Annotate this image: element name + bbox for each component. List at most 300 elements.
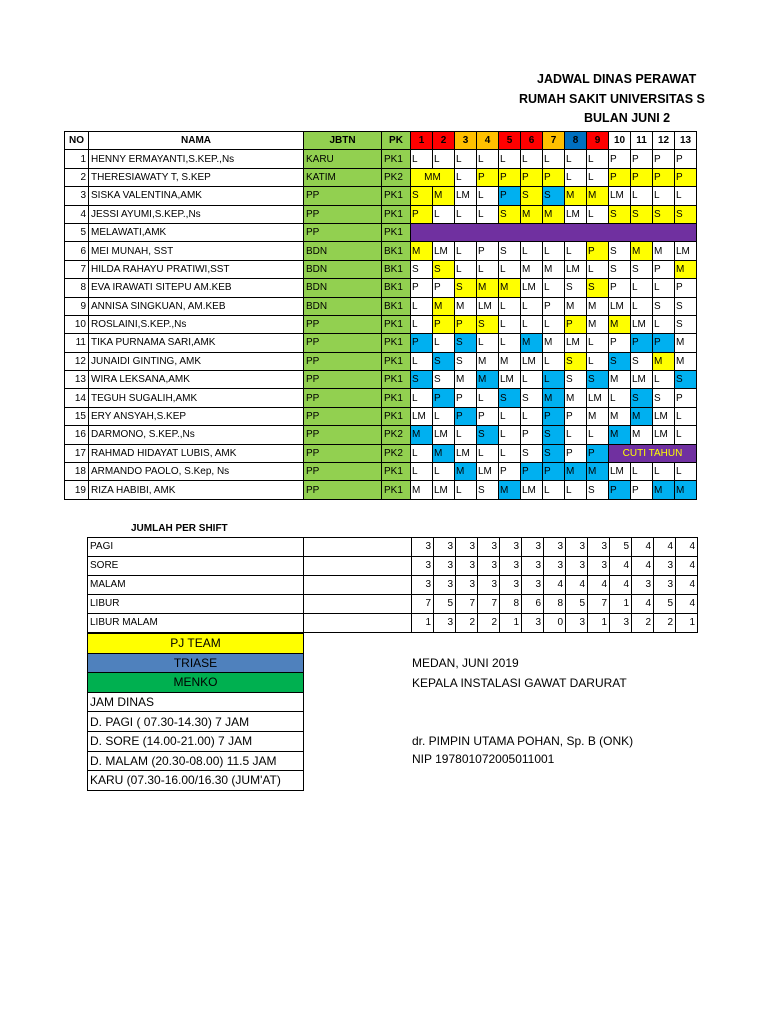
shift-cell: P xyxy=(499,463,521,481)
shift-cell: LM xyxy=(521,279,543,297)
shift-cell: L xyxy=(631,463,653,481)
shift-malam: D. MALAM (20.30-08.00) 11.5 JAM xyxy=(88,751,304,771)
summary-count: 4 xyxy=(676,576,698,595)
shift-cell: L xyxy=(499,315,521,333)
row-number: 4 xyxy=(65,205,89,223)
staff-level: BK1 xyxy=(382,242,411,260)
shift-cell: LM xyxy=(675,242,697,260)
staff-position: BDN xyxy=(304,297,382,315)
summary-count: 4 xyxy=(676,557,698,576)
shift-cell: L xyxy=(543,150,565,168)
shift-cell: P xyxy=(609,279,631,297)
row-number: 7 xyxy=(65,260,89,278)
signature-name: dr. PIMPIN UTAMA POHAN, Sp. B (ONK) xyxy=(412,734,634,748)
legend-menko: MENKO xyxy=(88,673,304,693)
staff-position: KATIM xyxy=(304,168,382,186)
staff-name: RIZA HABIBI, AMK xyxy=(89,481,304,499)
summary-row xyxy=(88,614,698,633)
shift-cell: P xyxy=(653,168,675,186)
shift-cell: L xyxy=(565,426,587,444)
shift-cell: P xyxy=(477,242,499,260)
shift-cell: LM xyxy=(565,205,587,223)
row-number: 15 xyxy=(65,407,89,425)
shift-cell: S xyxy=(565,279,587,297)
shift-cell: M xyxy=(499,481,521,499)
summary-title: JUMLAH PER SHIFT xyxy=(131,523,228,534)
header-day: 3 xyxy=(455,132,477,150)
shift-cell: M xyxy=(675,352,697,370)
row-number: 16 xyxy=(65,426,89,444)
shift-cell: S xyxy=(411,260,433,278)
shift-cell: M xyxy=(609,315,631,333)
staff-position: PP xyxy=(304,444,382,462)
header-day: 10 xyxy=(609,132,631,150)
staff-level: BK1 xyxy=(382,279,411,297)
summary-count: 3 xyxy=(412,538,434,557)
table-row xyxy=(65,463,697,481)
shift-cell: M xyxy=(653,352,675,370)
shift-cell: S xyxy=(653,205,675,223)
staff-position: BDN xyxy=(304,260,382,278)
shift-cell: S xyxy=(631,205,653,223)
shift-cell: P xyxy=(411,205,433,223)
summary-count: 3 xyxy=(588,557,610,576)
legend-triase: TRIASE xyxy=(88,653,304,673)
shift-cell: L xyxy=(675,426,697,444)
staff-position: PP xyxy=(304,371,382,389)
staff-name: JESSI AYUMI,S.KEP.,Ns xyxy=(89,205,304,223)
header-day: 2 xyxy=(433,132,455,150)
shift-cell: LM xyxy=(521,352,543,370)
summary-label: MALAM xyxy=(88,576,304,595)
shift-cell: P xyxy=(433,389,455,407)
summary-count: 3 xyxy=(522,557,544,576)
shift-cell: MM xyxy=(411,168,455,186)
shift-cell: L xyxy=(675,187,697,205)
shift-cell: S xyxy=(565,371,587,389)
shift-cell: P xyxy=(499,187,521,205)
shift-cell: L xyxy=(653,279,675,297)
summary-count: 8 xyxy=(544,595,566,614)
staff-position: BDN xyxy=(304,242,382,260)
shift-cell: P xyxy=(565,444,587,462)
shift-cell: L xyxy=(653,187,675,205)
shift-cell: M xyxy=(543,205,565,223)
staff-name: HILDA RAHAYU PRATIWI,SST xyxy=(89,260,304,278)
shift-cell: L xyxy=(521,242,543,260)
shift-cell: M xyxy=(455,371,477,389)
shift-cell: L xyxy=(543,279,565,297)
summary-count: 4 xyxy=(588,576,610,595)
header-nama: NAMA xyxy=(89,132,304,150)
shift-cell: L xyxy=(455,426,477,444)
shift-cell: P xyxy=(609,150,631,168)
summary-count: 4 xyxy=(632,538,654,557)
summary-count: 3 xyxy=(456,576,478,595)
shift-cell: L xyxy=(565,168,587,186)
shift-cell: LM xyxy=(631,371,653,389)
shift-cell: L xyxy=(455,150,477,168)
summary-blank xyxy=(304,595,412,614)
staff-name: ANNISA SINGKUAN, AM.KEB xyxy=(89,297,304,315)
shift-cell: LM xyxy=(433,426,455,444)
shift-cell: LM xyxy=(433,481,455,499)
leave-bar xyxy=(411,223,697,241)
summary-count: 3 xyxy=(412,576,434,595)
header-no: NO xyxy=(65,132,89,150)
header-day: 5 xyxy=(499,132,521,150)
table-row xyxy=(65,426,697,444)
staff-position: PP xyxy=(304,426,382,444)
summary-count: 5 xyxy=(434,595,456,614)
row-number: 14 xyxy=(65,389,89,407)
summary-count: 3 xyxy=(654,576,676,595)
header-day: 4 xyxy=(477,132,499,150)
summary-count: 3 xyxy=(456,538,478,557)
shift-cell: LM xyxy=(477,463,499,481)
shift-cell: LM xyxy=(587,389,609,407)
header-day: 7 xyxy=(543,132,565,150)
shift-cell: LM xyxy=(653,407,675,425)
shift-cell: L xyxy=(609,389,631,407)
shift-cell: L xyxy=(411,444,433,462)
shift-cell: L xyxy=(411,352,433,370)
summary-count: 3 xyxy=(632,576,654,595)
shift-cell: M xyxy=(675,481,697,499)
header-pk: PK xyxy=(382,132,411,150)
shift-cell: M xyxy=(499,279,521,297)
shift-cell: LM xyxy=(499,371,521,389)
summary-count: 3 xyxy=(500,576,522,595)
shift-cell: L xyxy=(455,205,477,223)
header-day: 8 xyxy=(565,132,587,150)
staff-position: PP xyxy=(304,352,382,370)
shift-cell: S xyxy=(477,481,499,499)
legend-table xyxy=(87,633,304,791)
table-row xyxy=(65,187,697,205)
staff-position: PP xyxy=(304,187,382,205)
shift-cell: P xyxy=(609,334,631,352)
shift-cell: M xyxy=(587,297,609,315)
summary-count: 7 xyxy=(456,595,478,614)
summary-count: 2 xyxy=(478,614,500,633)
header-day: 12 xyxy=(653,132,675,150)
shift-cell: M xyxy=(499,352,521,370)
staff-level: PK1 xyxy=(382,150,411,168)
summary-row xyxy=(88,538,698,557)
shift-cell: S xyxy=(477,426,499,444)
staff-position: PP xyxy=(304,481,382,499)
summary-count: 3 xyxy=(610,614,632,633)
shift-cell: L xyxy=(543,315,565,333)
shift-cell: L xyxy=(477,334,499,352)
shift-cell: LM xyxy=(609,187,631,205)
shift-cell: LM xyxy=(565,334,587,352)
row-number: 9 xyxy=(65,297,89,315)
shift-cell: LM xyxy=(411,407,433,425)
row-number: 3 xyxy=(65,187,89,205)
table-row xyxy=(65,407,697,425)
shift-cell: L xyxy=(631,297,653,315)
staff-name: ROSLAINI,S.KEP.,Ns xyxy=(89,315,304,333)
shift-cell: M xyxy=(543,260,565,278)
summary-count: 3 xyxy=(500,538,522,557)
shift-cell: L xyxy=(433,205,455,223)
shift-cell: P xyxy=(675,150,697,168)
staff-position: PP xyxy=(304,205,382,223)
summary-count: 3 xyxy=(412,557,434,576)
staff-level: PK1 xyxy=(382,352,411,370)
summary-count: 3 xyxy=(522,576,544,595)
shift-cell: S xyxy=(543,444,565,462)
shift-cell: L xyxy=(411,463,433,481)
summary-blank xyxy=(304,538,412,557)
summary-blank xyxy=(304,614,412,633)
shift-cell: M xyxy=(477,371,499,389)
shift-cell: M xyxy=(675,334,697,352)
staff-level: PK2 xyxy=(382,426,411,444)
shift-cell: M xyxy=(631,242,653,260)
shift-cell: L xyxy=(543,371,565,389)
row-number: 1 xyxy=(65,150,89,168)
shift-cell: M xyxy=(477,352,499,370)
summary-count: 3 xyxy=(588,538,610,557)
summary-count: 3 xyxy=(478,538,500,557)
table-row xyxy=(65,315,697,333)
summary-count: 7 xyxy=(412,595,434,614)
summary-count: 5 xyxy=(610,538,632,557)
header-jbtn: JBTN xyxy=(304,132,382,150)
shift-cell: L xyxy=(477,260,499,278)
shift-cell: S xyxy=(521,444,543,462)
shift-cell: S xyxy=(543,187,565,205)
shift-cell: M xyxy=(521,334,543,352)
shift-cell: L xyxy=(543,352,565,370)
table-row xyxy=(65,334,697,352)
table-row xyxy=(65,352,697,370)
summary-count: 3 xyxy=(544,557,566,576)
summary-blank xyxy=(304,557,412,576)
header-day: 1 xyxy=(411,132,433,150)
shift-cell: L xyxy=(433,334,455,352)
shift-cell: L xyxy=(455,481,477,499)
summary-count: 3 xyxy=(522,614,544,633)
shift-cell: L xyxy=(411,315,433,333)
shift-cell: L xyxy=(499,426,521,444)
staff-name: TEGUH SUGALIH,AMK xyxy=(89,389,304,407)
summary-count: 2 xyxy=(632,614,654,633)
shift-cell: S xyxy=(631,260,653,278)
signature-nip: NIP 197801072005011001 xyxy=(412,752,555,766)
shift-cell: L xyxy=(521,315,543,333)
shift-cell: L xyxy=(499,260,521,278)
staff-level: PK1 xyxy=(382,223,411,241)
row-number: 18 xyxy=(65,463,89,481)
shift-cell: S xyxy=(543,426,565,444)
staff-level: PK1 xyxy=(382,205,411,223)
staff-name: ERY ANSYAH,S.KEP xyxy=(89,407,304,425)
shift-cell: P xyxy=(675,389,697,407)
table-row xyxy=(65,279,697,297)
staff-level: PK2 xyxy=(382,168,411,186)
hospital-name: RUMAH SAKIT UNIVERSITAS S xyxy=(519,92,705,106)
shift-cell: M xyxy=(609,371,631,389)
table-row xyxy=(65,389,697,407)
shift-cell: LM xyxy=(631,315,653,333)
shift-cell: LM xyxy=(455,444,477,462)
shift-cell: L xyxy=(455,168,477,186)
shift-cell: P xyxy=(543,463,565,481)
staff-name: THERESIAWATY T, S.KEP xyxy=(89,168,304,186)
shift-cell: L xyxy=(587,426,609,444)
signature-position: KEPALA INSTALASI GAWAT DARURAT xyxy=(412,676,627,690)
shift-cell: P xyxy=(587,444,609,462)
shift-cell: S xyxy=(609,242,631,260)
summary-count: 1 xyxy=(500,614,522,633)
shift-cell: L xyxy=(675,407,697,425)
shift-cell: P xyxy=(587,242,609,260)
shift-cell: S xyxy=(609,260,631,278)
staff-level: PK1 xyxy=(382,407,411,425)
summary-label: SORE xyxy=(88,557,304,576)
staff-level: PK2 xyxy=(382,444,411,462)
shift-cell: M xyxy=(433,187,455,205)
shift-cell: M xyxy=(521,260,543,278)
shift-cell: S xyxy=(587,371,609,389)
shift-cell: P xyxy=(565,407,587,425)
summary-count: 4 xyxy=(610,576,632,595)
header-day: 13 xyxy=(675,132,697,150)
summary-count: 3 xyxy=(478,576,500,595)
summary-count: 1 xyxy=(588,614,610,633)
summary-count: 3 xyxy=(654,557,676,576)
shift-cell: S xyxy=(433,260,455,278)
shift-cell: L xyxy=(477,150,499,168)
staff-name: MEI MUNAH, SST xyxy=(89,242,304,260)
shift-cell: P xyxy=(653,260,675,278)
staff-name: SISKA VALENTINA,AMK xyxy=(89,187,304,205)
summary-count: 7 xyxy=(588,595,610,614)
shift-cell: L xyxy=(499,297,521,315)
legend-pj-team: PJ TEAM xyxy=(88,634,304,654)
shift-cell: M xyxy=(565,297,587,315)
summary-count: 3 xyxy=(434,538,456,557)
summary-count: 3 xyxy=(456,557,478,576)
shift-cell: S xyxy=(521,389,543,407)
staff-name: DARMONO, S.KEP.,Ns xyxy=(89,426,304,444)
shift-cell: M xyxy=(433,297,455,315)
summary-count: 4 xyxy=(676,538,698,557)
shift-cell: L xyxy=(653,371,675,389)
header-day: 11 xyxy=(631,132,653,150)
shift-cell: L xyxy=(521,371,543,389)
summary-row xyxy=(88,576,698,595)
shift-cell: L xyxy=(499,334,521,352)
shift-cell: L xyxy=(499,150,521,168)
row-number: 17 xyxy=(65,444,89,462)
shift-cell: M xyxy=(433,444,455,462)
summary-label: PAGI xyxy=(88,538,304,557)
shift-cell: M xyxy=(653,242,675,260)
shift-cell: S xyxy=(653,389,675,407)
table-row xyxy=(65,150,697,168)
shift-cell: M xyxy=(455,297,477,315)
shift-cell: M xyxy=(455,463,477,481)
summary-count: 4 xyxy=(566,576,588,595)
staff-level: PK1 xyxy=(382,187,411,205)
shift-cell: P xyxy=(565,315,587,333)
shift-cell: L xyxy=(477,444,499,462)
summary-count: 5 xyxy=(654,595,676,614)
shift-cell: M xyxy=(411,242,433,260)
shift-cell: S xyxy=(675,297,697,315)
leave-label: CUTI TAHUN xyxy=(609,444,697,462)
shift-cell: M xyxy=(631,426,653,444)
shift-cell: P xyxy=(631,168,653,186)
shift-cell: P xyxy=(433,315,455,333)
shift-cell: L xyxy=(631,279,653,297)
summary-count: 1 xyxy=(610,595,632,614)
staff-level: PK1 xyxy=(382,315,411,333)
shift-cell: L xyxy=(477,187,499,205)
summary-count: 3 xyxy=(544,538,566,557)
table-row xyxy=(65,481,697,499)
shift-cell: L xyxy=(499,407,521,425)
shift-cell: L xyxy=(587,352,609,370)
table-row xyxy=(65,223,697,241)
summary-count: 4 xyxy=(632,595,654,614)
shift-cell: L xyxy=(521,407,543,425)
shift-cell: P xyxy=(631,481,653,499)
shift-cell: LM xyxy=(565,260,587,278)
shift-cell: P xyxy=(631,150,653,168)
shift-cell: L xyxy=(631,187,653,205)
shift-cell: LM xyxy=(609,297,631,315)
shift-cell: M xyxy=(411,426,433,444)
shift-cell: M xyxy=(543,389,565,407)
shift-cell: S xyxy=(499,205,521,223)
staff-level: PK1 xyxy=(382,371,411,389)
shift-cell: LM xyxy=(609,463,631,481)
shift-cell: S xyxy=(455,279,477,297)
summary-count: 0 xyxy=(544,614,566,633)
summary-label: LIBUR xyxy=(88,595,304,614)
shift-cell: S xyxy=(411,371,433,389)
summary-label: LIBUR MALAM xyxy=(88,614,304,633)
staff-level: PK1 xyxy=(382,334,411,352)
shift-cell: S xyxy=(455,352,477,370)
schedule-title: JADWAL DINAS PERAWAT xyxy=(537,72,697,86)
shift-cell: LM xyxy=(455,187,477,205)
summary-count: 3 xyxy=(566,614,588,633)
shift-cell: M xyxy=(587,463,609,481)
shift-cell: L xyxy=(587,334,609,352)
shift-cell: L xyxy=(455,242,477,260)
shift-cell: L xyxy=(653,463,675,481)
row-number: 13 xyxy=(65,371,89,389)
shift-cell: L xyxy=(543,481,565,499)
shift-cell: M xyxy=(477,279,499,297)
shift-cell: P xyxy=(433,279,455,297)
summary-count: 4 xyxy=(676,595,698,614)
shift-cell: S xyxy=(455,334,477,352)
shift-cell: LM xyxy=(653,426,675,444)
table-row xyxy=(65,444,697,462)
staff-name: TIKA PURNAMA SARI,AMK xyxy=(89,334,304,352)
shift-cell: M xyxy=(565,187,587,205)
shift-pagi: D. PAGI ( 07.30-14.30) 7 JAM xyxy=(88,712,304,732)
month-label: BULAN JUNI 2 xyxy=(584,111,671,125)
